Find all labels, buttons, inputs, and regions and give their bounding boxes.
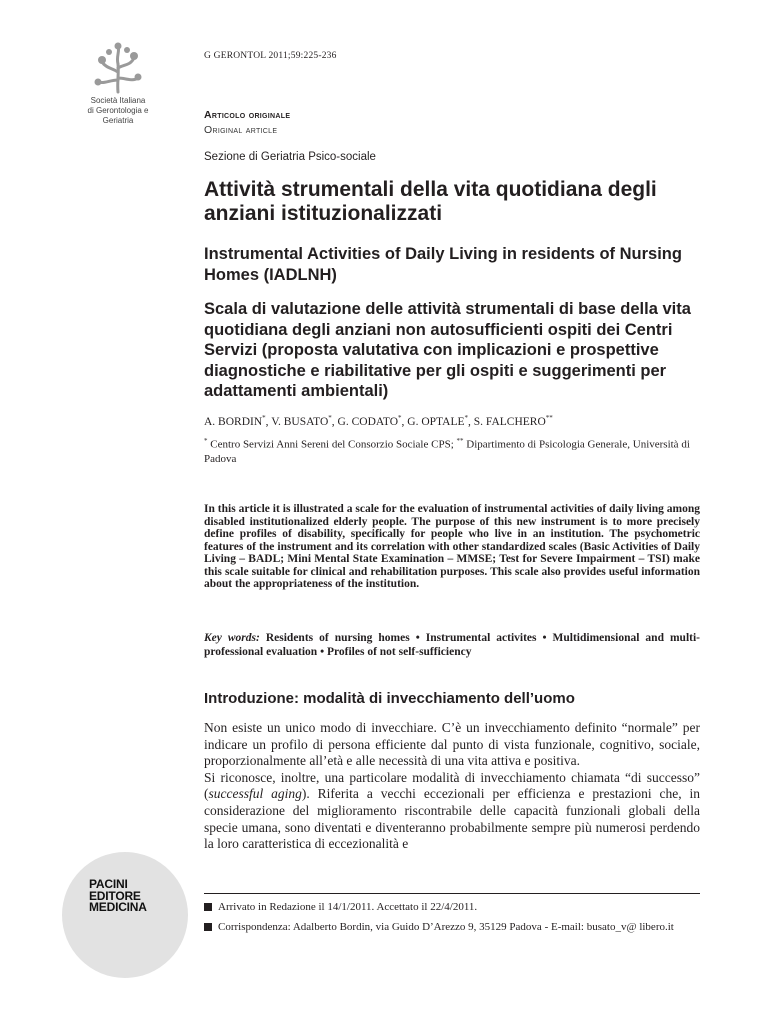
publisher-name-line: PACINI	[89, 877, 128, 891]
author-separator: ,	[331, 415, 338, 428]
affiliations	[204, 434, 704, 466]
author-separator: ,	[401, 415, 408, 428]
author-name: A. BORDIN	[204, 415, 263, 428]
keywords	[204, 632, 700, 659]
keywords-text: Residents of nursing homes • Instrumental activites • Multidimensional and multi-professional evaluation • Profiles of not self-sufficiency	[204, 632, 700, 658]
author-mark: *	[464, 414, 469, 422]
square-bullet-icon	[204, 923, 212, 931]
author-mark: **	[545, 414, 553, 422]
footnote-text: Arrivato in Redazione il 14/1/2011. Accettato il 22/4/2011.	[218, 901, 478, 913]
publisher-name-line: MEDICINA	[89, 900, 147, 914]
affiliation-text: Dipartimento di Psicologia Generale, Università di Padova	[204, 438, 690, 465]
article-type-english: Original article	[204, 124, 278, 136]
abstract: In this article it is illustrated a scale for the evaluation of instrumental activities of daily living among disabled institutionalized elderly people. The purpose of this new instrument is to more precisely define profiles of disability, specifically for people who live in an institution. The psychometric features of the instrument and its correlation with other standardized scales (Basic Activities of Daily Living – BADL; Mini Mental State Examination – MMSE; Test for Severe Impairment – TSI) make this scale suitable for clinical and rehabilitation purposes. This scale also provides useful information about the appropriateness of the institution.	[204, 503, 700, 590]
author-name: S. FALCHERO	[473, 415, 546, 428]
italic-term: successful aging	[208, 786, 302, 802]
paragraph-text: Si riconosce, inoltre, una particolare modalità di invecchiamento chiamata “di successo” (	[204, 769, 700, 802]
paragraph-text: ). Riferita a vecchi eccezionali per efficienza e prestazioni che, in considerazione del miglioramento riscontrabile delle capacità funzionali globali della specie umana, sono diventati e diventeranno probabilmente sempre più numerosi perdendo la loro caratteristica di eccezionalità e	[204, 786, 700, 852]
author-mark: *	[328, 414, 332, 422]
society-name	[78, 96, 158, 126]
square-bullet-icon	[204, 903, 212, 911]
paragraph	[204, 770, 700, 853]
keywords-label: Key words:	[204, 632, 260, 644]
footnote-text: Corrispondenza: Adalberto Bordin, via Guido D’Arezzo 9, 35129 Padova - E-mail: busato_v@ libero.it	[218, 921, 674, 933]
footnotes	[204, 900, 700, 940]
author-separator: ,	[468, 415, 474, 428]
paper-title: Attività strumentali della vita quotidiana degli anziani istituzionalizzati	[204, 178, 657, 225]
society-name-line: Geriatria	[102, 116, 134, 125]
footnote-correspondence	[204, 920, 700, 934]
author-mark: *	[262, 414, 266, 422]
society-name-line: Società Italiana	[90, 96, 146, 105]
footnote-received	[204, 900, 700, 914]
publisher-name	[89, 879, 147, 914]
author-name: G. CODATO	[337, 415, 399, 428]
section-heading: Introduzione: modalità di invecchiamento dell’uomo	[204, 690, 575, 707]
section-label: Sezione di Geriatria Psico-sociale	[204, 151, 376, 163]
society-name-line: di Gerontologia e	[87, 106, 149, 115]
tree-logo-icon	[90, 42, 146, 94]
publisher-badge	[62, 852, 188, 978]
publisher-name-line: EDITORE	[89, 888, 141, 903]
body-text	[204, 720, 700, 853]
affiliation-text: Centro Servizi Anni Sereni del Consorzio Sociale CPS;	[210, 438, 454, 451]
author-name: V. BUSATO	[271, 415, 329, 428]
paper-subtitle: Scala di valutazione delle attività strumentali di base della vita quotidiana degli anziani non autosufficienti ospiti dei Centri Servizi (proposta valutativa con implicazioni e prospettive diagnostiche e riabilitative per gli ospiti e suggerimenti per adattamenti ambientali)	[204, 300, 691, 400]
journal-citation: G GERONTOL 2011;59:225-236	[204, 51, 337, 61]
author-list	[204, 414, 553, 428]
article-type-italian: Articolo originale	[204, 109, 291, 121]
footnote-divider	[204, 893, 700, 894]
author-name: G. OPTALE	[407, 415, 465, 428]
affiliation-mark: **	[456, 437, 464, 445]
society-logo	[78, 42, 158, 126]
author-separator: ,	[265, 415, 272, 428]
affiliation-mark: *	[204, 437, 208, 445]
author-mark: *	[398, 414, 402, 422]
paper-title-english: Instrumental Activities of Daily Living in residents of Nursing Homes (IADLNH)	[204, 245, 682, 284]
paragraph: Non esiste un unico modo di invecchiare. C’è un invecchiamento definito “normale” per indicare un profilo di persona efficiente dal punto di vista funzionale, cognitivo, sociale, proporzionalmente all’età e alle necessità di una vita attiva e positiva.	[204, 720, 700, 769]
